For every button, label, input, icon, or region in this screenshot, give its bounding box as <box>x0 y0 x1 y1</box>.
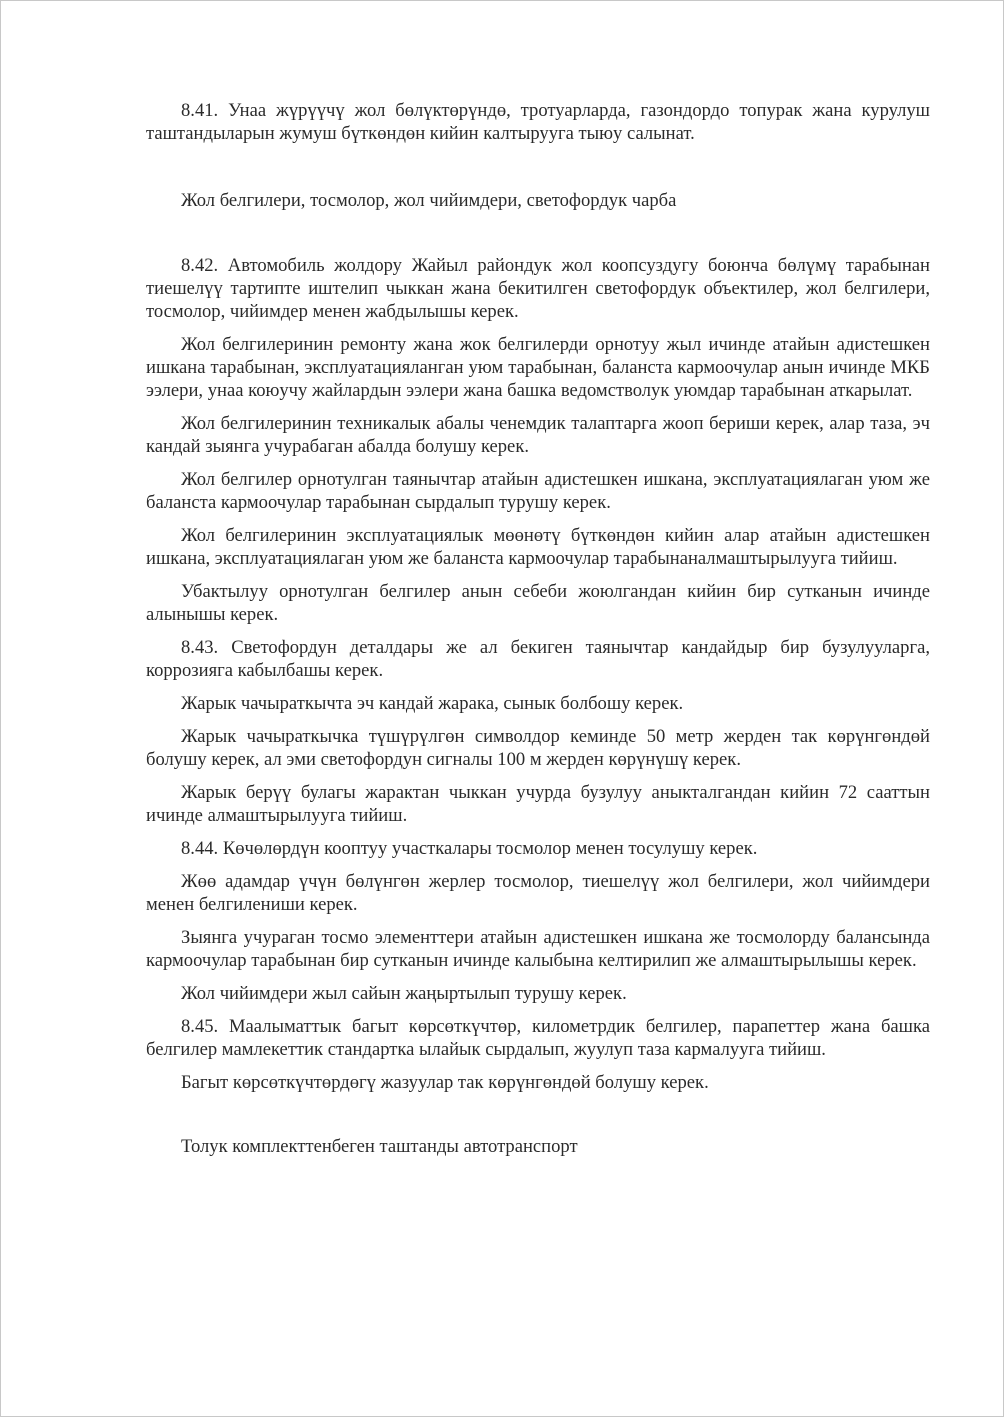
section-heading-road-signs: Жол белгилери, тосмолор, жол чийимдери, светофордук чарба <box>181 190 677 211</box>
paragraph-temporary-signs: Убактылуу орнотулган белгилер анын себеби жоюлгандан кийин бир сутканын ичинде алынышы керек. <box>146 581 930 625</box>
paragraph-8-42: 8.42. Автомобиль жолдору Жайыл райондук жол коопсуздугу боюнча бөлүмү тарабынан тиешелүү тартипте иштелип чыккан жана бекитилген светофордук объектилер, жол белгилери, тосмолор, чийимдер менен жабдылышы керек. <box>146 255 930 322</box>
section-heading-waste-transport: Толук комплекттенбеген таштанды автотранспорт <box>181 1136 578 1157</box>
paragraph-8-43: 8.43. Светофордун деталдары же ал бекиген таянычтар кандайдыр бир бузулууларга, коррозияга кабылбашы керек. <box>146 637 930 681</box>
paragraph-damaged-barriers: Зыянга учураган тосмо элементтери атайын адистешкен ишкана же тосмолорду балансында кармоочулар тарабынан бир сутканын ичинде калыбына келтирилип же алмаштырылышы керек. <box>146 927 930 971</box>
paragraph-light-diffuser: Жарык чачыраткычта эч кандай жаракa, сынык болбошу керек. <box>181 693 684 714</box>
paragraph-light-source: Жарык берүү булагы жарактан чыккан учурда бузулуу аныкталгандан кийин 72 сааттын ичинде алмаштырылууга тийиш. <box>146 782 930 826</box>
paragraph-road-markings: Жол чийимдери жыл сайын жаңыртылып турушу керек. <box>181 983 627 1004</box>
paragraph-sign-supports: Жол белгилер орнотулган таянычтар атайын адистешкен ишкана, эксплуатациялаган уюм же баланста кармоочулар тарабынан сырдалып турушу керек. <box>146 469 930 513</box>
paragraph-sign-replacement: Жол белгилеринин эксплуатациялык мөөнөтү бүткөндөн кийин алар атайын адистешкен ишкана, эксплуатациялаган уюм же баланста кармоочулар тарабынаналмаштырылууга тийиш. <box>146 525 930 569</box>
paragraph-sign-repair: Жол белгилеринин ремонту жана жок белгилерди орнотуу жыл ичинде атайын адистешкен ишкана тарабынан, эксплуатацияланган уюм тарабынан, баланста кармоочулар анын ичинде МКБ ээлери, унаа коюучу жайлардын ээлери жана башка ведомстволук уюмдар тарабынан аткарылат. <box>146 334 930 401</box>
paragraph-sign-condition: Жол белгилеринин техникалык абалы ченемдик талаптарга жооп бериши керек, алар таза, эч кандай зыянга учурабаган абалда болушу керек. <box>146 413 930 457</box>
paragraph-pedestrian-areas: Жөө адамдар үчүн бөлүнгөн жерлер тосмолор, тиешелүү жол белгилери, жол чийимдери менен белгилениши керек. <box>146 871 930 915</box>
paragraph-8-41: 8.41. Унаа жүрүүчү жол бөлүктөрүндө, тротуарларда, газондордо топурак жана курулуш таштандыларын жумуш бүткөндөн кийин калтырууга тыюу салынат. <box>146 100 930 144</box>
paragraph-8-45: 8.45. Маалыматтык багыт көрсөткүчтөр, километрдик белгилер, парапеттер жана башка белгилер мамлекеттик стандартка ылайык сырдалып, жуулуп таза кармалууга тийиш. <box>146 1016 930 1060</box>
paragraph-8-44: 8.44. Көчөлөрдүн кооптуу участкалары тосмолор менен тосулушу керек. <box>181 838 758 859</box>
document-body <box>146 99 930 1158</box>
paragraph-direction-signs: Багыт көрсөткүчтөрдөгү жазуулар так көрүнгөндөй болушу керек. <box>181 1072 709 1093</box>
paragraph-symbols-visibility: Жарык чачыраткычка түшүрүлгөн символдор кеминде 50 метр жерден так көрүнгөндөй болушу керек, ал эми светофордун сигналы 100 м жерден көрүнүшү керек. <box>146 726 930 770</box>
